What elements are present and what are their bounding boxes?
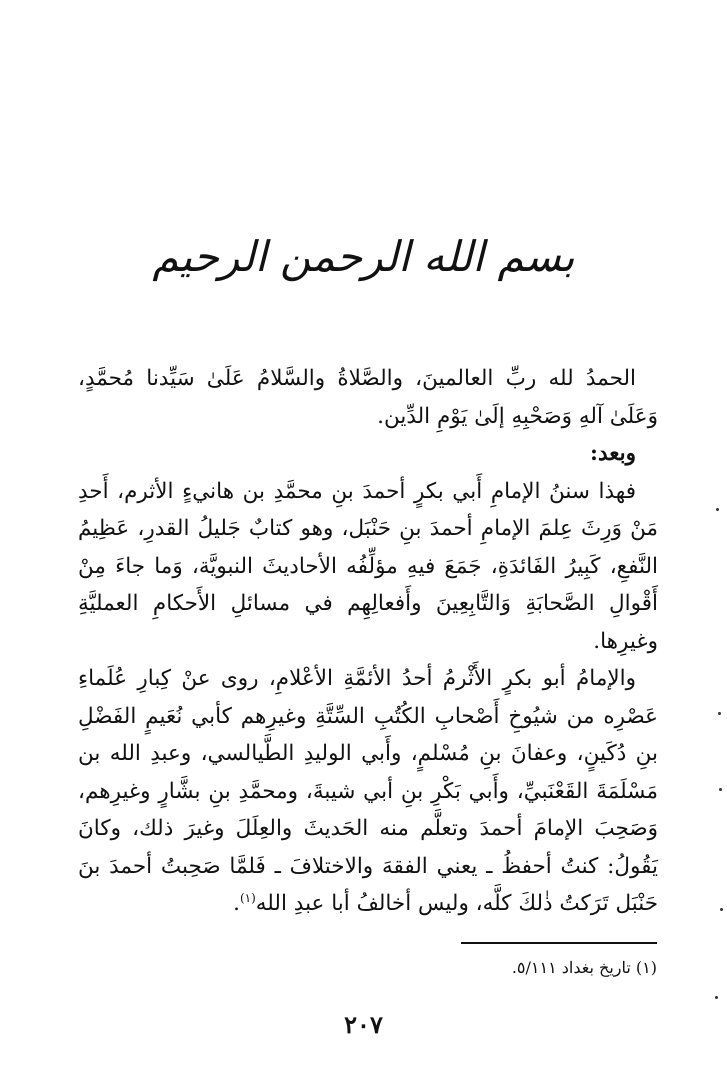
page-number: ٢٠٧ <box>344 1010 383 1039</box>
biography-end-mark: . <box>233 891 240 916</box>
footnote-divider <box>461 942 657 944</box>
intro-paragraph: فهذا سننُ الإمامِ أَبي بكرٍ أحمدَ بنِ محمَّدِ بن هانيءٍ الأثرم، أَحدِ مَنْ وَرِثَ عِلمَ الإمامِ أحمدَ بنِ حَنْبَل، وهو كتابٌ جَليلُ القدرِ، عَظِيمُ النَّفعِ، كَبِيرُ الفَائدَةِ، جَمَعَ فيهِ مؤلِّفُه الأحاديثَ النبويَّة، وَما جاءَ مِنْ أَقْوالِ الصَّحابَةِ وَالتَّابِعِينَ وأَفعالِهِم في مسائلِ الأَحكامِ العمليَّةِ وغيرِها. <box>78 478 658 654</box>
footnote: (١) تاريخ بغداد ٥/١١١. <box>511 958 657 977</box>
main-text <box>78 360 658 923</box>
edge-speck <box>720 908 723 911</box>
biography-text: والإمامُ أبو بكرٍ الأَثْرمُ أحدُ الأئمَّةِ الأعْلامِ، روى عنْ كِبارِ عُلَماءِ عَصْرِه من شيُوخِ أَصْحابِ الكُتُبِ السِّتَّةِ وغيرِهم كأبي نُعَيمٍ الفَضْلِ بنِ دُكَينٍ، وعفانَ بنِ مُسْلمٍ، وأَبي الوليدِ الطَّيالسي، وعبدِ الله بن مَسْلَمَةَ القَعْنَبيِّ، وأَبي بَكْرِ بنِ أبي شيبةَ، ومحمَّدِ بنِ بشَّارٍ وغيرِهم، وَصَحِبَ الإمامَ أحمدَ وتعلَّم منه الحَديثَ والعِلَلَ وغيرَ ذلك، وكانَ يَقُولُ: كنتُ أحفظُ ـ يعني الفقهَ والاختلافَ ـ فَلمَّا صَحِبتُ أحمدَ بنَ حَنْبَل تَرَكتُ ذٰلكَ كلَّه، وليس أخالفُ أبا عبدِ الله <box>78 666 658 916</box>
edge-speck <box>716 508 719 511</box>
edge-speck <box>715 996 718 999</box>
section-heading: وبعد: <box>590 441 636 466</box>
basmala-heading: بسم الله الرحمن الرحيم <box>152 232 575 281</box>
footnote-reference: (١) <box>239 890 256 905</box>
opening-paragraph: الحمدُ لله ربِّ العالمينَ، والصَّلاةُ والسَّلامُ عَلَىٰ سَيِّدنا مُحمَّدٍ، وَعَلَىٰ آلهِ وَصَحْبِهِ إلَىٰ يَوْمِ الدِّين. <box>78 366 658 429</box>
edge-speck <box>718 712 721 715</box>
edge-speck <box>719 788 722 791</box>
biography-paragraph <box>78 660 658 923</box>
